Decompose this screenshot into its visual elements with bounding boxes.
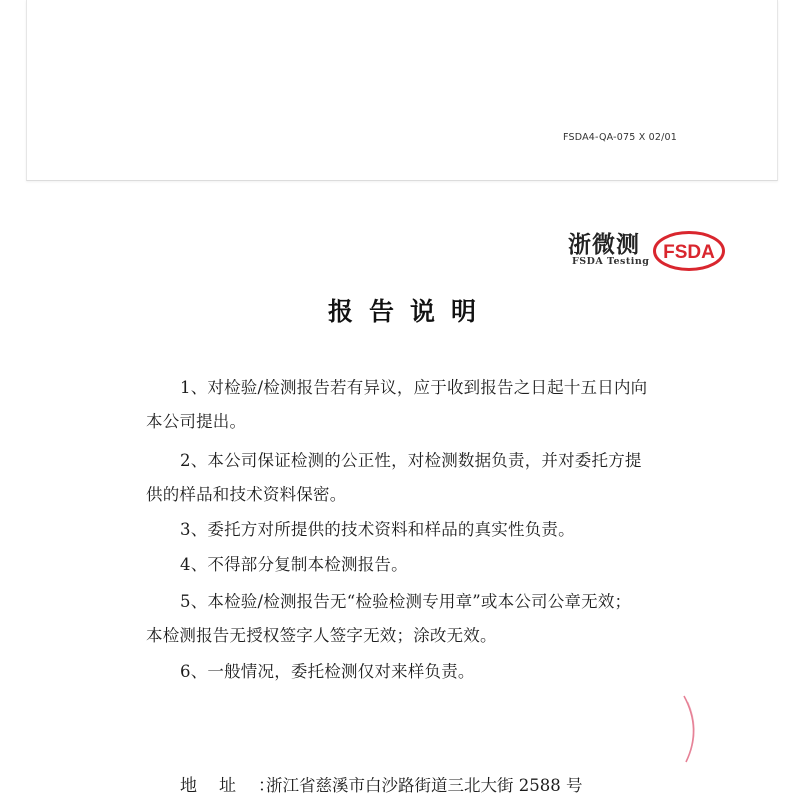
fsda-logo-icon xyxy=(652,230,726,272)
address-label: 地址： xyxy=(180,776,297,796)
paragraph-4: 4、不得部分复制本检测报告。 xyxy=(180,555,408,574)
paragraph-2-line-2: 供的样品和技术资料保密。 xyxy=(146,485,347,504)
paragraph-2-line-1: 2、本公司保证检测的公正性，对检测数据负责，并对委托方提 xyxy=(180,451,642,470)
paragraph-5-line-1: 5、本检验/检测报告无“检验检测专用章”或本公司公章无效； xyxy=(180,592,632,611)
red-seal-edge xyxy=(676,694,706,764)
logo-badge-text: FSDA xyxy=(663,242,715,263)
page-title: 报告说明 xyxy=(327,297,492,326)
address-value: 浙江省慈溪市白沙路街道三北大街 2588 号 xyxy=(266,776,583,795)
company-name-en: FSDA Testing xyxy=(572,256,650,267)
paragraph-1-line-2: 本公司提出。 xyxy=(146,412,247,431)
paragraph-5-line-2: 本检测报告无授权签字人签字无效；涂改无效。 xyxy=(146,626,497,645)
paragraph-3: 3、委托方对所提供的技术资料和样品的真实性负责。 xyxy=(180,520,575,539)
company-name-cn: 浙微测 xyxy=(568,232,640,258)
paragraph-1-line-1: 1、对检验/检测报告若有异议，应于收到报告之日起十五日内向 xyxy=(180,378,648,397)
paragraph-6: 6、一般情况，委托检测仅对来样负责。 xyxy=(180,662,475,681)
previous-page-bottom xyxy=(26,0,778,181)
form-code: FSDA4-QA-075 X 02/01 xyxy=(563,132,678,143)
